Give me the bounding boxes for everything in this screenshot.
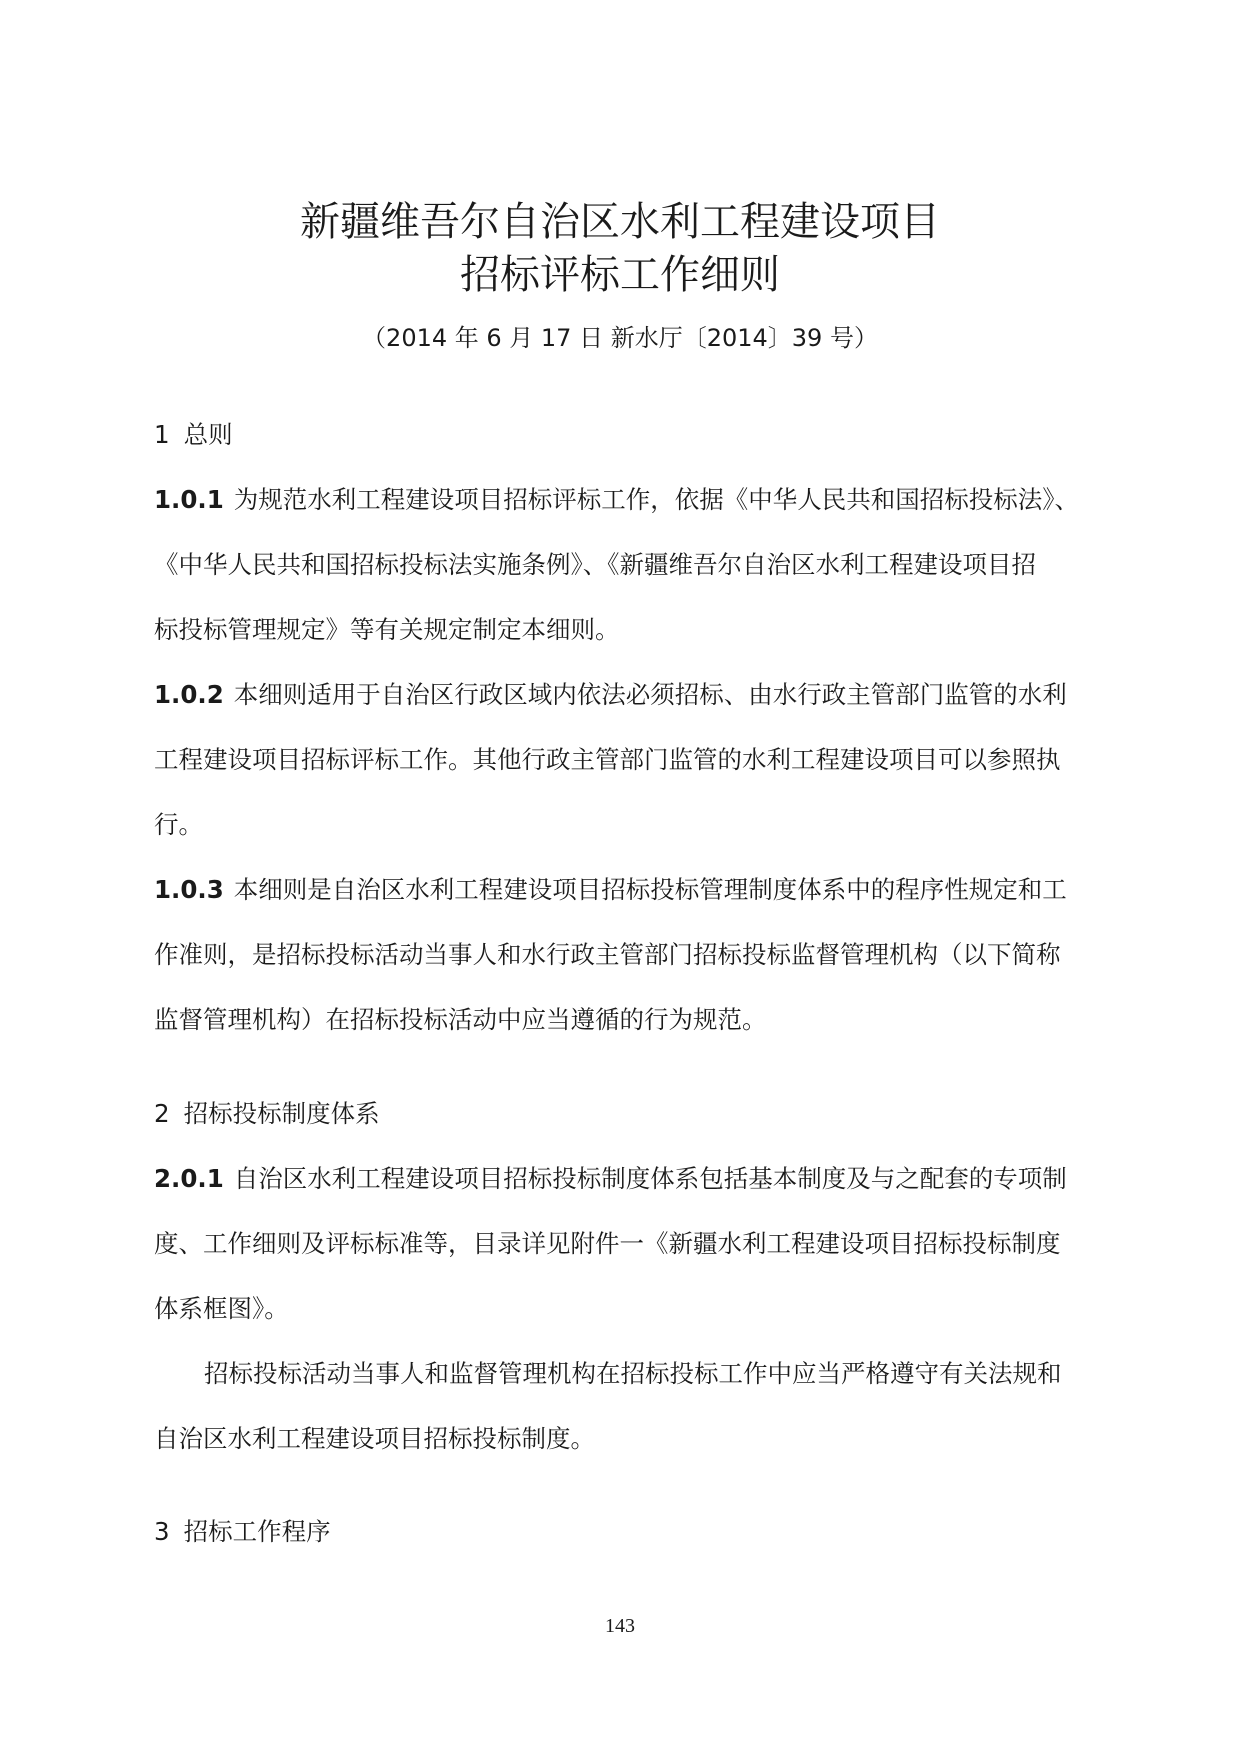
page-number: 143 bbox=[605, 1615, 635, 1637]
clause-1-0-3-line1 bbox=[154, 871, 1067, 906]
paragraph-2-line1: 招标投标活动当事人和监督管理机构在招标投标工作中应当严格遵守有关法规和 bbox=[204, 1359, 1062, 1388]
section-2-number: 2 bbox=[154, 1099, 170, 1128]
section-2-title: 招标投标制度体系 bbox=[183, 1099, 380, 1128]
clause-1-0-1-line1 bbox=[154, 481, 1079, 516]
clause-1-0-1-number: 1.0.1 bbox=[154, 485, 224, 514]
clause-1-0-3-line2: 作准则，是招标投标活动当事人和水行政主管部门招标投标监督管理机构（以下简称 bbox=[154, 940, 1061, 969]
document-title-line2: 招标评标工作细则 bbox=[460, 252, 780, 298]
section-2-heading bbox=[154, 1095, 380, 1130]
clause-1-0-3-text1: 本细则是自治区水利工程建设项目招标投标管理制度体系中的程序性规定和工 bbox=[233, 875, 1067, 904]
paragraph-2-line2: 自治区水利工程建设项目招标投标制度。 bbox=[154, 1424, 595, 1453]
clause-1-0-2-line3: 行。 bbox=[154, 810, 203, 839]
clause-1-0-2-line1 bbox=[154, 676, 1067, 711]
clause-1-0-2-line2: 工程建设项目招标评标工作。其他行政主管部门监管的水利工程建设项目可以参照执 bbox=[154, 745, 1061, 774]
clause-1-0-1-line3: 标投标管理规定》等有关规定制定本细则。 bbox=[154, 615, 620, 644]
clause-1-0-3-line3: 监督管理机构）在招标投标活动中应当遵循的行为规范。 bbox=[154, 1005, 767, 1034]
clause-1-0-1-text1: 为规范水利工程建设项目招标评标工作，依据《中华人民共和国招标投标法》、 bbox=[233, 485, 1080, 514]
clause-2-0-1-line2: 度、工作细则及评标标准等，目录详见附件一《新疆水利工程建设项目招标投标制度 bbox=[154, 1229, 1061, 1258]
clause-1-0-1-line2: 《中华人民共和国招标投标法实施条例》、《新疆维吾尔自治区水利工程建设项目招 bbox=[154, 550, 1036, 579]
clause-1-0-2-text1: 本细则适用于自治区行政区域内依法必须招标、由水行政主管部门监管的水利 bbox=[233, 680, 1067, 709]
section-1-number: 1 bbox=[154, 420, 170, 449]
clause-2-0-1-text1: 自治区水利工程建设项目招标投标制度体系包括基本制度及与之配套的专项制 bbox=[233, 1164, 1067, 1193]
clause-2-0-1-line3: 体系框图》。 bbox=[154, 1294, 289, 1323]
section-3-title: 招标工作程序 bbox=[183, 1517, 331, 1546]
clause-1-0-2-number: 1.0.2 bbox=[154, 680, 224, 709]
clause-2-0-1-number: 2.0.1 bbox=[154, 1164, 224, 1193]
document-subtitle: （2014 年 6 月 17 日 新水厅〔2014〕39 号） bbox=[362, 324, 878, 352]
section-1-heading bbox=[154, 416, 233, 451]
section-1-title: 总则 bbox=[183, 420, 233, 449]
section-3-heading bbox=[154, 1513, 331, 1548]
clause-1-0-3-number: 1.0.3 bbox=[154, 875, 224, 904]
clause-2-0-1-line1 bbox=[154, 1160, 1067, 1195]
section-3-number: 3 bbox=[154, 1517, 170, 1546]
document-title-line1: 新疆维吾尔自治区水利工程建设项目 bbox=[300, 199, 940, 245]
